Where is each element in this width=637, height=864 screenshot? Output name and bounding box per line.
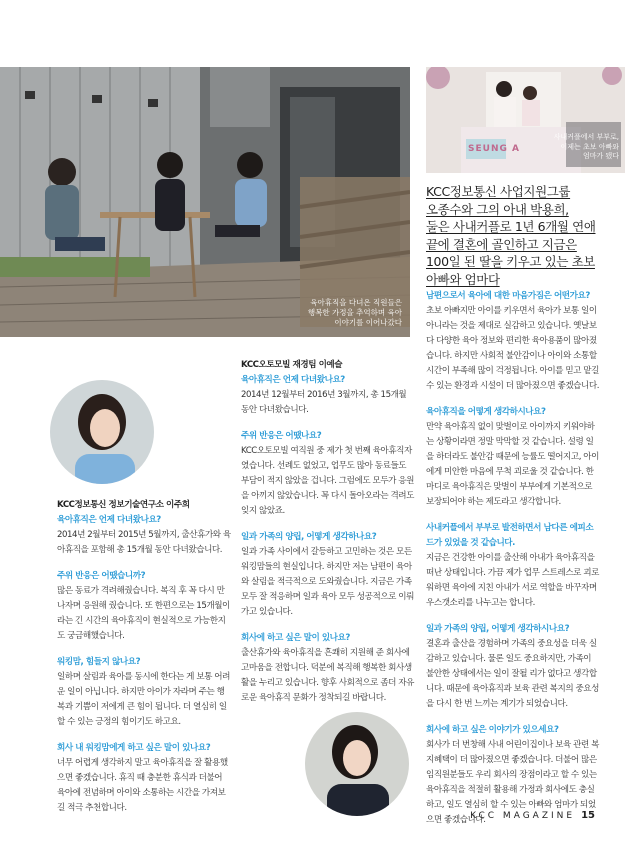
intro-line: 둘은 사내커플로 1년 6개월 연애: [426, 219, 596, 234]
answer: 2014년 12월부터 2016년 3월까지, 총 15개월 동안 다녀왔습니다.: [241, 390, 407, 415]
magazine-name: KCC MAGAZINE: [470, 811, 576, 821]
answer: 결혼과 출산을 경험하며 가족의 중요성을 더욱 실감하고 있습니다. 물론 일도 중요하지만, 가족이 불안한 상태에서는 일이 잘될 리가 없다고 생각합니다. 때문에 육아휴직과 보육 관련 복지의 중요성을 다시 한 번 느끼는 계기가 되었습니다.: [426, 639, 600, 709]
answer: KCC오토모빌 여직원 중 제가 첫 번째 육아휴직자였습니다. 선례도 없었고, 업무도 많아 동료들도 부담이 적지 않았을 겁니다. 그럼에도 모두가 응원을 아끼지 않았습니다. 꼭 다시 돌아오라는 격려도 잊지 않았죠.: [241, 446, 415, 516]
answer: 회사가 더 번창해 사내 어린이집이나 보육 관련 복지혜택이 더 많아졌으면 좋겠습니다. 더불어 많은 임직원분들도 우리 회사의 장점이라고 할 수 있는 육아휴직을 적절히 활용해 가정과 회사에도 충실하고, 일도 열심히 할 수 있는 아빠와 엄마가 되었으면 좋겠습니다.: [426, 740, 600, 825]
question: 육아휴직을 어떻게 생각하시나요?: [426, 407, 546, 417]
caption-line: 이제는 초보 아빠와: [560, 142, 619, 151]
main-photo-caption: [308, 298, 402, 328]
couple-photo: [426, 67, 625, 173]
answer: 만약 육아휴직 없이 맞벌이로 아이까지 키워야하는 상황이라면 정말 막막할 것 같습니다. 설령 일을 하더라도 불안감 때문에 능률도 떨어지고, 아이에게 미안한 마음에 무척 괴로울 것 같습니다. 한 마디로 육아휴직은 맞벌이 부부에게 기본적으로 보장되어야 하는 제도라고 생각합니다.: [426, 422, 600, 507]
couple-photo-caption: [554, 133, 619, 162]
caption-line: 사내커플에서 부부로,: [553, 133, 619, 141]
portrait-lee-juhee: [50, 380, 154, 484]
question: 주위 반응은 어땠습니까?: [57, 571, 146, 581]
interviewee-name: KCC정보통신 정보기술연구소 이주희: [57, 500, 190, 510]
intro-line: 100일 된 딸을 키우고 있는 초보: [426, 254, 595, 269]
answer: 초보 아빠지만 아이를 키우면서 육아가 보통 일이 아니라는 것을 제대로 실감하고 있습니다. 옛날보다 다양한 육아 정보와 편리한 육아용품이 많아졌습니다. 하지만 사회적 불안감이나 아이와 소통할 시간이 부족해 많이 걱정됩니다. 아이를 믿고 맡길 수 있는 환경과 시설이 더 많아졌으면 좋겠습니다.: [426, 306, 600, 391]
question: 회사에 하고 싶은 이야기가 있으세요?: [426, 725, 559, 735]
main-photo: [0, 67, 410, 337]
answer: 너무 어렵게 생각하지 말고 육아휴직을 잘 활용했으면 좋겠습니다. 휴직 때 충분한 휴식과 더불어 육아에 전념하며 아이와 소통하는 시간을 가져보길 적극 추천합니다.: [57, 758, 228, 813]
question: 육아휴직은 언제 다녀왔나요?: [241, 375, 345, 385]
question: 회사에 하고 싶은 말이 있나요?: [241, 633, 350, 643]
question: 일과 가족의 양립, 어떻게 생각하시나요?: [426, 624, 570, 634]
left-column: [57, 498, 232, 827]
answer: 출산휴가와 육아휴직을 흔쾌히 지원해 준 회사에 고마움을 전합니다. 덕분에 복직해 행복한 회사생활을 누리고 있습니다. 향후 사회적으로 좀더 자유로운 육아휴직 문화가 정착되길 바랍니다.: [241, 648, 415, 703]
caption-line: 행복한 가정을 추억하며 육아: [307, 308, 402, 317]
intro-text: [426, 183, 622, 288]
question: 사내커플에서 부부로 발전하면서 남다른 에피소드가 있었을 것 같습니다.: [426, 523, 594, 548]
answer: 일하며 살림과 육아를 동시에 한다는 게 보통 어려운 일이 아닙니다. 하지만 아이가 자라며 주는 행복과 기쁨이 저에게 큰 힘이 됩니다. 더 열심히 일 할 수 있는 긍정의 힘이기도 하고요.: [57, 672, 231, 727]
answer: 2014년 2월부터 2015년 5월까지, 출산휴가와 육아휴직을 포함해 총 15개월 동안 다녀왔습니다.: [57, 530, 231, 555]
question: 워킹맘, 힘들지 않나요?: [57, 657, 141, 667]
question: 회사 내 워킹맘에게 하고 싶은 말이 있나요?: [57, 743, 211, 753]
page-number: 15: [581, 810, 595, 821]
intro-line: 아빠와 엄마다: [426, 271, 500, 287]
caption-line: 육아휴직을 다녀온 직원들은: [310, 298, 402, 307]
portrait-lee-yeseul: [305, 712, 409, 816]
caption-line: 이야기를 이어나갔다: [334, 318, 402, 327]
answer: 많은 동료가 격려해줬습니다. 복직 후 꼭 다시 만나자며 응원해 줬습니다. 또 한편으로는 15개월이라는 긴 시간의 육아휴직이 현실적으로 가능한지도 궁금해했습니다.: [57, 586, 230, 641]
question: 일과 가족의 양립, 어떻게 생각하나요?: [241, 532, 377, 542]
caption-line: 엄마가 됐다: [582, 152, 619, 160]
question: 주위 반응은 어땠나요?: [241, 431, 322, 441]
right-column: [426, 289, 600, 839]
answer: 지금은 건강한 아이를 출산해 아내가 육아휴직을 떠난 상태입니다. 가끔 제가 업무 스트레스로 괴로워하면 육아에 지친 아내가 서로 역할을 바꾸자며 우스갯소리를 나누고는 합니다.: [426, 553, 600, 608]
intro-line: 오종수와 그의 아내 박용희,: [426, 201, 569, 217]
question: 남편으로서 육아에 대한 마음가짐은 어떤가요?: [426, 291, 590, 301]
banner-text: SEUNG A: [468, 144, 520, 154]
intro-line: 끝에 결혼에 골인하고 지금은: [426, 236, 577, 252]
intro-line: KCC정보통신 사업지원그룹: [426, 184, 571, 199]
interviewee-name: KCC오토모빌 재경팀 이예슬: [241, 360, 343, 370]
answer: 일과 가족 사이에서 갈등하고 고민하는 것은 모든 워킹맘들의 현실입니다. 하지만 저는 남편이 육아와 살림을 적극적으로 도와줬습니다. 지금은 가족 모두 잘 적응하며 일과 육아 모두 성공적으로 이뤄가고 있습니다.: [241, 547, 415, 617]
page-footer: [470, 810, 595, 821]
question: 육아휴직은 언제 다녀왔나요?: [57, 515, 161, 525]
middle-column: [241, 358, 416, 717]
